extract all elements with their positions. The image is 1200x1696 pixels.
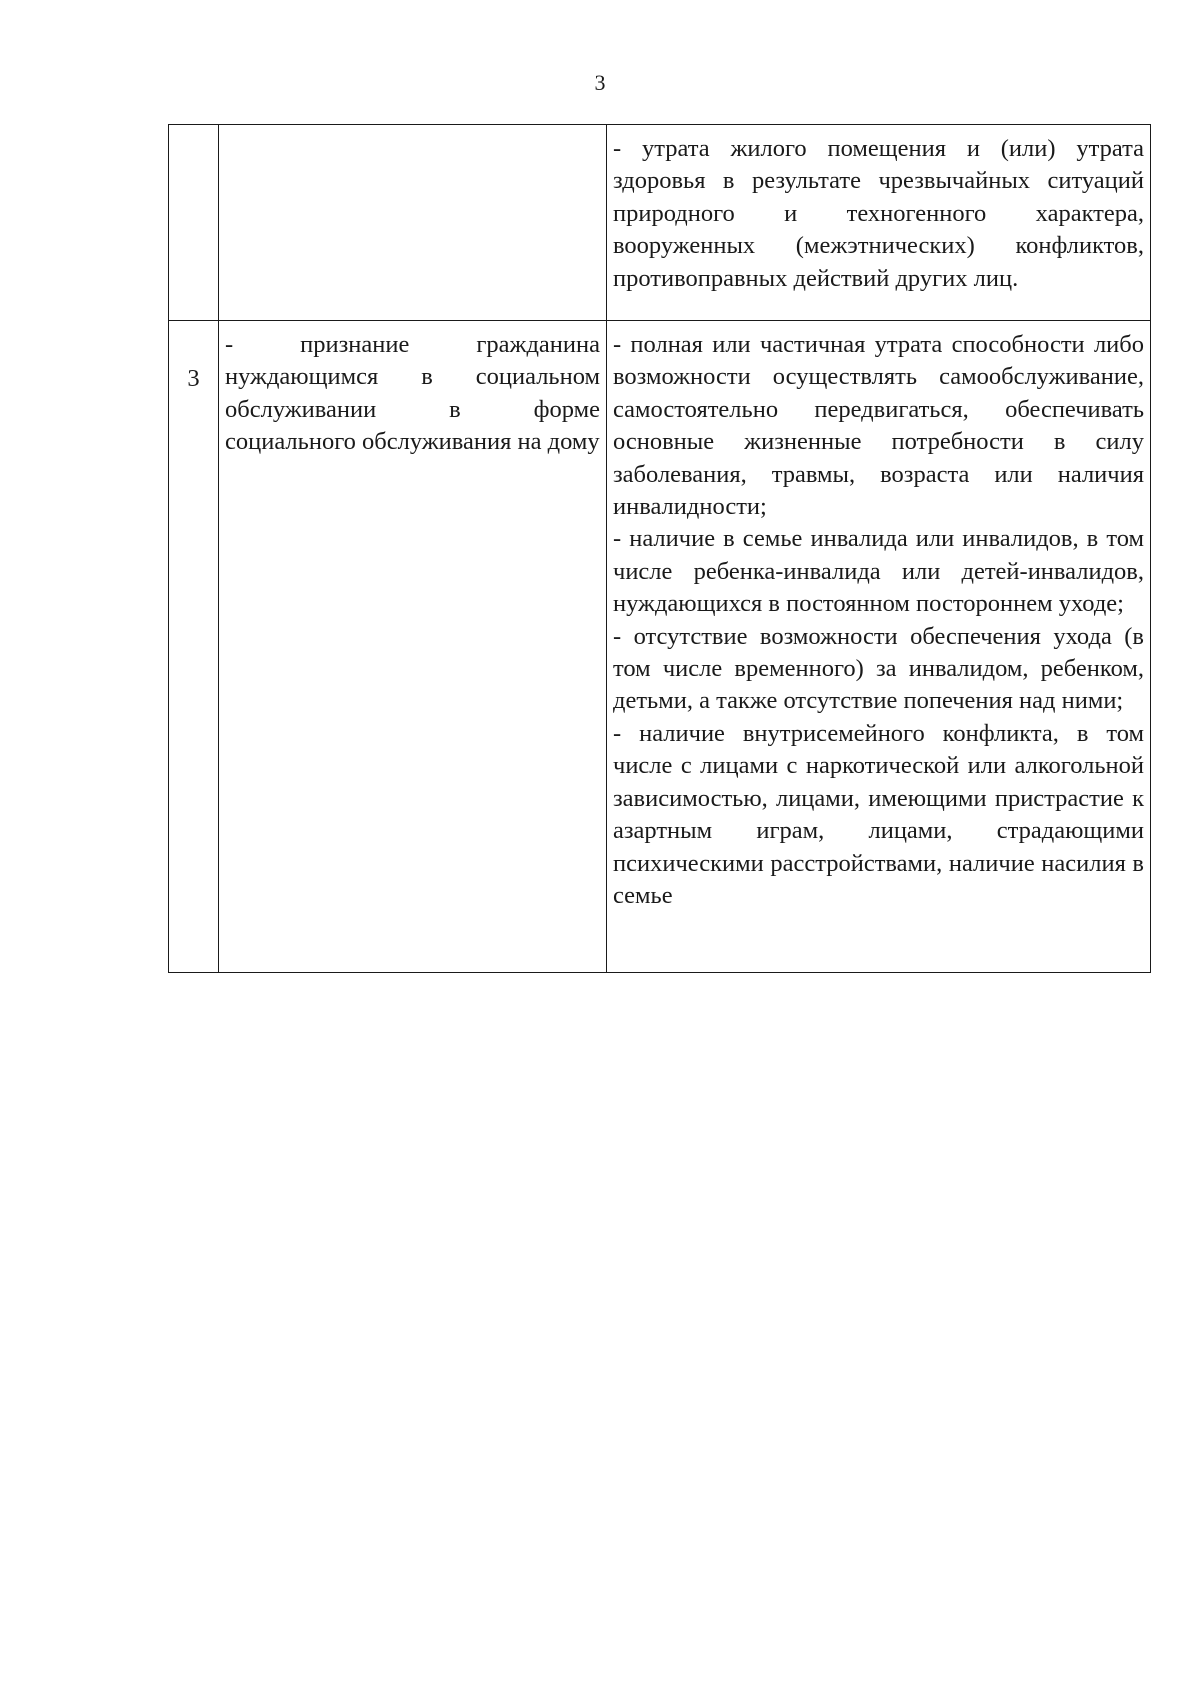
basis-cell (219, 321, 607, 973)
circumstances-cell (607, 321, 1151, 973)
circumstance-item: - полная или частичная утрата способности либо возможности осуществлять самообслуживание, самостоятельно передвигаться, обеспечивать основные жизненные потребности в силу заболевания, травмы, возраста или наличия инвалидности; (613, 331, 1144, 521)
basis-cell (219, 125, 607, 321)
circumstance-item: - наличие в семье инвалида или инвалидов, в том числе ребенка-инвалида или детей-инвалидов, нуждающихся в постоянном постороннем уходе; (613, 525, 1144, 618)
document-table (168, 124, 1151, 973)
circumstance-item: - утрата жилого помещения и (или) утрата здоровья в результате чрезвычайных ситуаций природного и техногенного характера, вооруженных (межэтнических) конфликтов, противоправных действий других лиц. (613, 135, 1144, 292)
row-number-cell (169, 125, 219, 321)
page-number: 3 (594, 70, 606, 95)
circumstances-cell (607, 125, 1151, 321)
row-number-cell: 3 (169, 321, 219, 973)
table-row (169, 321, 1151, 973)
circumstance-item: - наличие внутрисемейного конфликта, в том числе с лицами с наркотической или алкогольной зависимостью, лицами, имеющими пристрастие к азартным играм, лицами, страдающими психическими расстройствами, наличие насилия в семье (613, 719, 1144, 909)
table-row (169, 125, 1151, 321)
basis-text: - признание гражданина нуждающимся в социальном обслуживании в форме социального обслуживания на дому (225, 331, 600, 456)
circumstance-item: - отсутствие возможности обеспечения ухода (в том числе временного) за инвалидом, ребенком, детьми, а также отсутствие попечения над ними; (613, 622, 1144, 715)
